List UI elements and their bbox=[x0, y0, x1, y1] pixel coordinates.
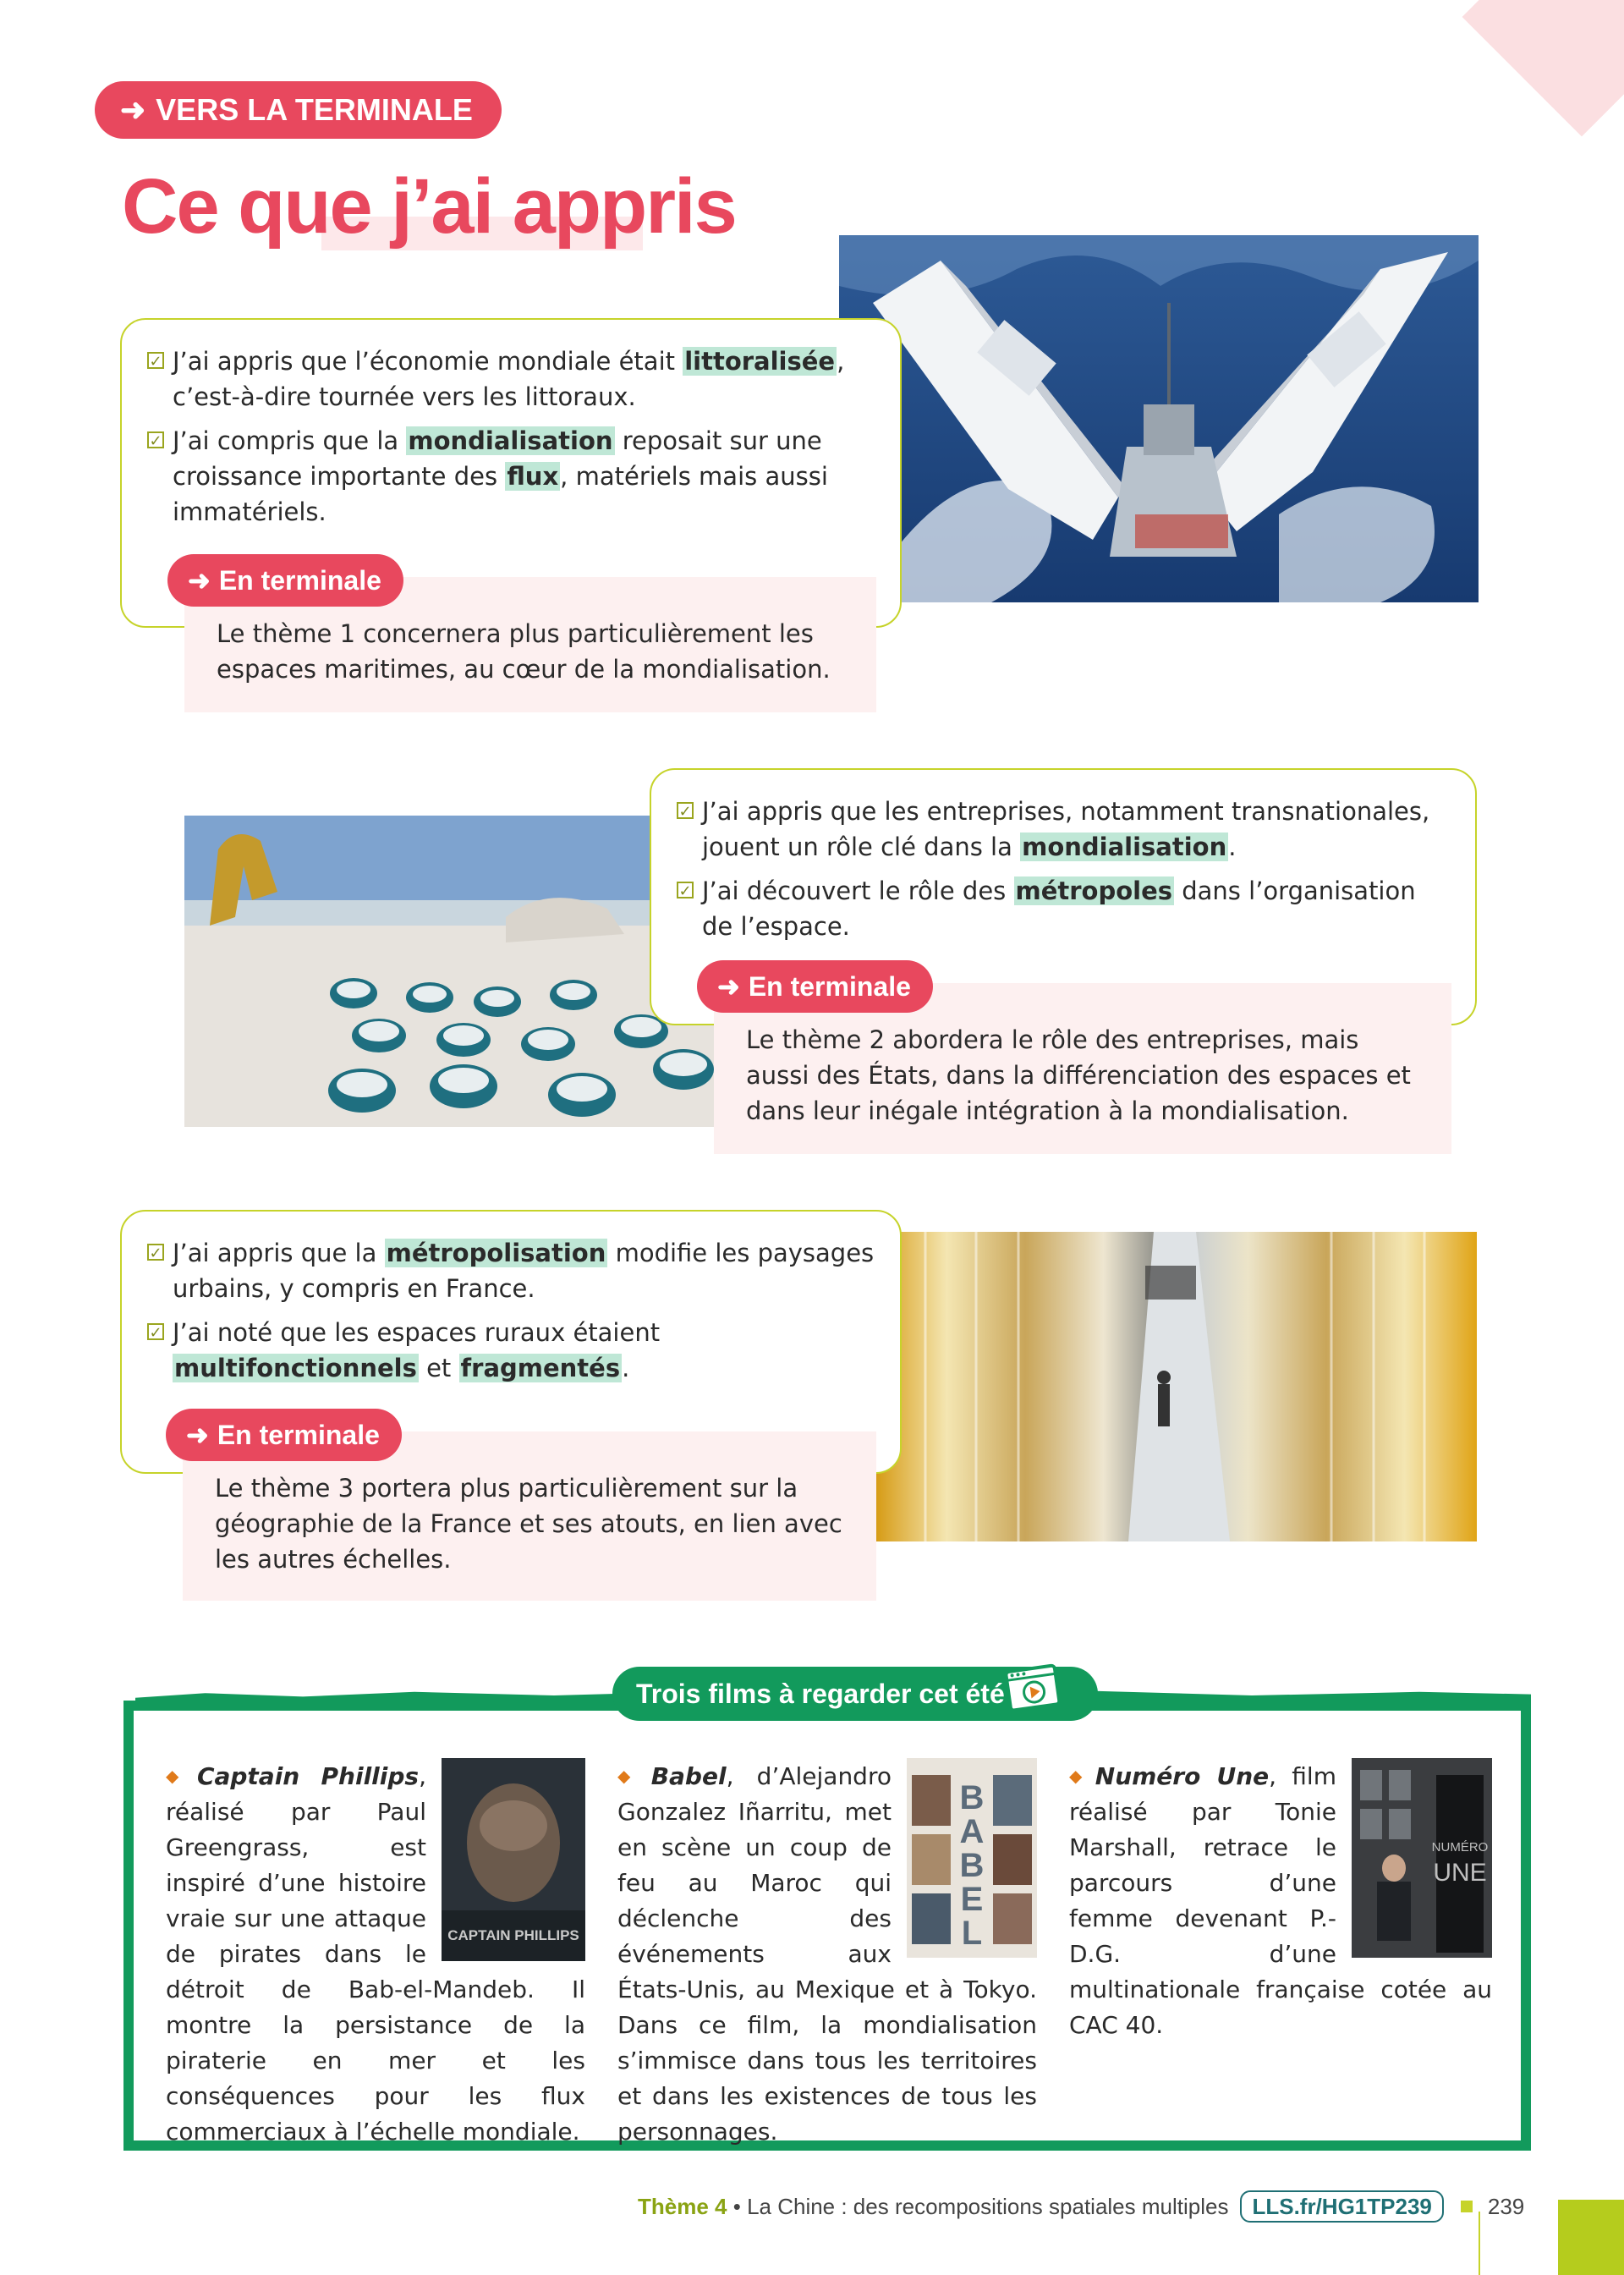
learned-item bbox=[147, 1235, 875, 1306]
corner-decoration-bottom bbox=[1558, 2200, 1624, 2275]
svg-text:UNE: UNE bbox=[1433, 1859, 1487, 1887]
svg-text:L: L bbox=[961, 1915, 983, 1952]
terminale-tag bbox=[166, 1409, 402, 1461]
svg-text:B: B bbox=[959, 1847, 985, 1884]
terminale-label: En terminale bbox=[218, 565, 381, 596]
footer-marker bbox=[1461, 2201, 1473, 2212]
page-footer bbox=[638, 2190, 1524, 2223]
learned-text: dans l’organisation de l’espace. bbox=[702, 876, 1416, 941]
learned-text: J’ai découvert le rôle des bbox=[702, 876, 1014, 905]
arrow-right-icon: ➜ bbox=[186, 1420, 209, 1450]
terminale-text: Le thème 3 portera plus particulièrement sur la géographie de la France et ses atouts, en lien avec les autres échelles. bbox=[215, 1474, 842, 1574]
film-poster-numero-une bbox=[1352, 1758, 1492, 1958]
learned-item bbox=[147, 1315, 875, 1386]
photo-ships-at-sea bbox=[839, 235, 1479, 602]
video-play-icon bbox=[1003, 1662, 1064, 1716]
arrow-right-icon: ➜ bbox=[120, 92, 146, 127]
film-entry bbox=[1069, 1758, 1492, 2043]
terminale-text: Le thème 1 concernera plus particulièrement les espaces maritimes, au cœur de la mondialisation. bbox=[217, 619, 831, 684]
checkbox-icon: ✓ bbox=[677, 882, 694, 898]
learned-text: modifie les paysages urbains, y compris en France. bbox=[173, 1239, 875, 1303]
learned-item bbox=[677, 794, 1450, 865]
checkbox-icon: ✓ bbox=[147, 431, 164, 448]
film-entry bbox=[166, 1758, 585, 2150]
film-title: Numéro Une bbox=[1095, 1762, 1270, 1790]
learned-text: et bbox=[418, 1354, 459, 1382]
keyword-highlight: flux bbox=[507, 462, 559, 491]
learned-text: J’ai compris que la bbox=[173, 426, 407, 455]
footer-theme: Thème 4 bbox=[638, 2193, 727, 2219]
svg-text:A: A bbox=[959, 1813, 985, 1850]
photo-metro-corridor bbox=[875, 1232, 1477, 1541]
keyword-highlight: métropolisation bbox=[386, 1239, 606, 1267]
learned-text: . bbox=[622, 1354, 630, 1382]
bullet-icon: ◆ bbox=[1069, 1766, 1090, 1786]
svg-text:NUMÉRO: NUMÉRO bbox=[1431, 1840, 1489, 1855]
terminale-tag bbox=[167, 554, 403, 607]
learned-text: J’ai noté que les espaces ruraux étaient bbox=[173, 1318, 661, 1347]
learned-item bbox=[147, 423, 875, 530]
section-tag-label: VERS LA TERMINALE bbox=[156, 92, 473, 127]
film-description: , d’Alejandro Gonzalez Iñarritu, met en scène un coup de feu au Maroc qui déclenche des événements aux États-Unis, au Mexique et à Tokyo. Dans ce film, la mondialisation s’immisce dans tous les territoires et dans les existences de tous les personnages. bbox=[617, 1762, 1037, 2146]
film-poster-captain-phillips bbox=[442, 1758, 585, 1961]
bullet-icon: ◆ bbox=[166, 1766, 192, 1786]
keyword-highlight: fragmentés bbox=[460, 1354, 621, 1382]
page-title: Ce que j’ai appris bbox=[122, 163, 736, 250]
footer-separator: • bbox=[727, 2193, 748, 2219]
learned-text: , matériels mais aussi immatériels. bbox=[173, 462, 828, 526]
arrow-right-icon: ➜ bbox=[188, 565, 211, 596]
photo-salt-basins bbox=[184, 816, 716, 1127]
footer-link[interactable]: LLS.fr/HG1TP239 bbox=[1240, 2190, 1443, 2223]
film-entry bbox=[617, 1758, 1037, 2150]
svg-text:B: B bbox=[959, 1779, 985, 1816]
terminale-tag bbox=[697, 960, 933, 1013]
poster-title: CAPTAIN PHILLIPS bbox=[447, 1927, 579, 1943]
film-poster-babel bbox=[907, 1758, 1037, 1958]
arrow-right-icon: ➜ bbox=[717, 971, 740, 1002]
films-title: Trois films à regarder cet été bbox=[612, 1667, 1098, 1721]
keyword-highlight: mondialisation bbox=[1022, 833, 1227, 861]
footer-divider bbox=[1479, 2212, 1480, 2275]
terminale-label: En terminale bbox=[748, 971, 911, 1002]
checkbox-icon: ✓ bbox=[147, 1244, 164, 1261]
keyword-highlight: métropoles bbox=[1015, 876, 1173, 905]
page-title-wrap bbox=[122, 162, 736, 251]
film-description: , film réalisé par Tonie Marshall, retrace le parcours d’une femme devenant P.-D.G. d’une multinationale française cotée au CAC 40. bbox=[1069, 1762, 1492, 2039]
section-tag bbox=[95, 81, 502, 139]
film-description: , réalisé par Paul Greengrass, est inspiré d’une histoire vraie sur une attaque de pirates dans le détroit de Bab-el-Mandeb. Il montre la persistance de la piraterie en mer et les conséquences pour les flux commerciaux à l’échelle mondiale. bbox=[166, 1762, 585, 2146]
keyword-highlight: multifonctionnels bbox=[174, 1354, 417, 1382]
checkbox-icon: ✓ bbox=[677, 802, 694, 819]
learned-text: J’ai appris que l’économie mondiale était bbox=[173, 347, 683, 376]
learned-text: reposait sur une croissance importante des bbox=[173, 426, 822, 491]
learned-text: J’ai appris que les entreprises, notamment transnationales, jouent un rôle clé dans la bbox=[702, 797, 1430, 861]
bullet-icon: ◆ bbox=[617, 1766, 646, 1786]
learned-text: , c’est-à-dire tournée vers les littoraux. bbox=[173, 347, 845, 411]
checkbox-icon: ✓ bbox=[147, 1323, 164, 1340]
keyword-highlight: littoralisée bbox=[684, 347, 836, 376]
checkbox-icon: ✓ bbox=[147, 352, 164, 369]
film-title: Captain Phillips bbox=[196, 1762, 420, 1790]
learned-text: J’ai appris que la bbox=[173, 1239, 385, 1267]
terminale-text: Le thème 2 abordera le rôle des entreprises, mais aussi des États, dans la différenciation des espaces et dans leur inégale intégration à la mondialisation. bbox=[746, 1025, 1411, 1125]
corner-decoration bbox=[1462, 0, 1624, 136]
terminale-label: En terminale bbox=[217, 1420, 380, 1450]
footer-subject: La Chine : des recompositions spatiales multiples bbox=[747, 2193, 1229, 2219]
film-title: Babel bbox=[650, 1762, 727, 1790]
svg-text:E: E bbox=[960, 1881, 984, 1918]
page-number: 239 bbox=[1487, 2193, 1525, 2219]
learned-item bbox=[677, 873, 1450, 944]
learned-item bbox=[147, 343, 875, 415]
learned-text: . bbox=[1228, 833, 1237, 861]
keyword-highlight: mondialisation bbox=[408, 426, 613, 455]
